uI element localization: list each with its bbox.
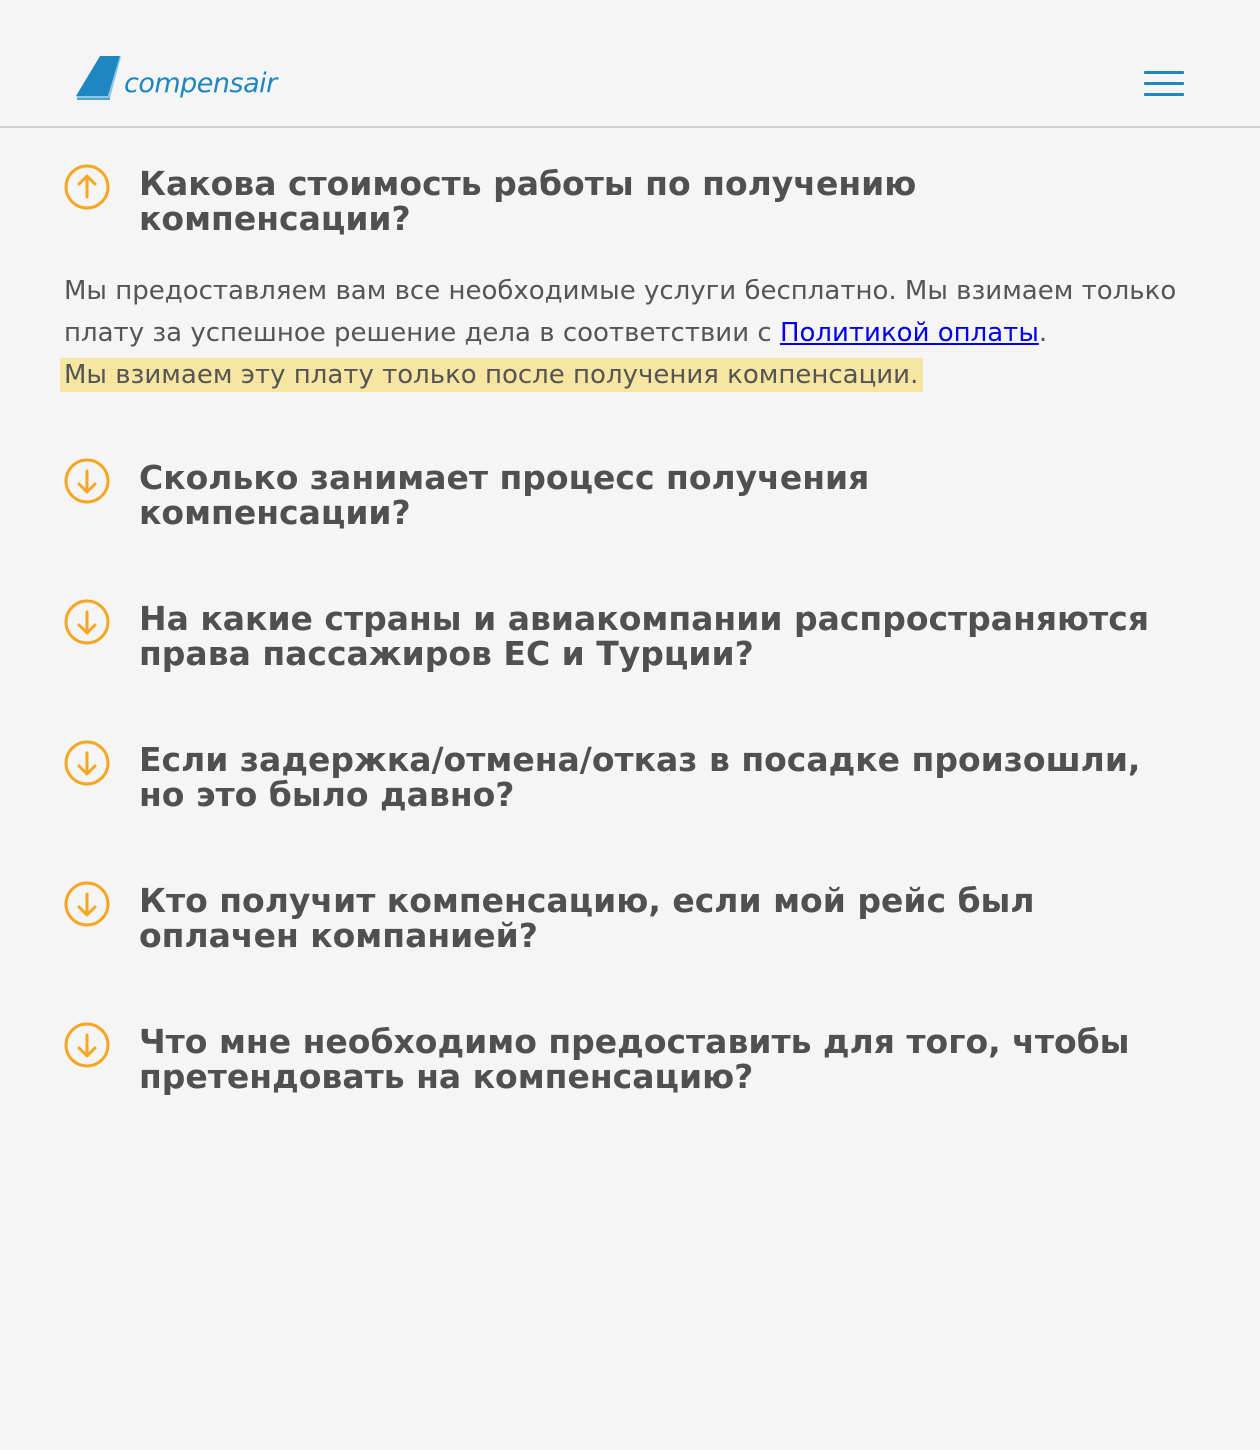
faq-question[interactable] [64,1018,1214,1094]
answer-highlight: Мы взимаем эту плату только после получения компенсации. [60,358,923,392]
faq-question[interactable] [64,595,1214,671]
arrow-down-circle-icon[interactable] [64,1022,110,1068]
arrow-down-circle-icon[interactable] [64,740,110,786]
faq-list [64,160,1214,1094]
faq-item [64,1018,1214,1094]
arrow-down-circle-icon[interactable] [64,458,110,504]
answer-text: Мы предоставляем вам все необходимые услуги бесплатно. Мы взимаем только плату за успешное решение дела в соответствии с [64,276,1177,348]
faq-question[interactable] [64,877,1214,953]
logo-tail-icon [74,54,122,100]
faq-question[interactable] [64,736,1214,812]
faq-question[interactable] [64,160,1214,236]
payment-policy-link[interactable]: Политикой оплаты [779,318,1039,348]
faq-question-title: Какова стоимость работы по получению компенсации? [139,164,917,238]
faq-question-title: Что мне необходимо предоставить для того, чтобы претендовать на компенсацию? [139,1022,1130,1096]
arrow-up-circle-icon[interactable] [64,164,110,210]
faq-item [64,160,1214,396]
logo-text: compensair [124,68,277,99]
faq-answer [64,270,1204,396]
logo[interactable] [74,54,277,100]
faq-question-title: Кто получит компенсацию, если мой рейс был оплачен компанией? [139,881,1035,955]
faq-question-title: Сколько занимает процесс получения компенсации? [139,458,870,532]
faq-question[interactable] [64,454,1214,530]
faq-item [64,736,1214,812]
arrow-down-circle-icon[interactable] [64,881,110,927]
faq-item [64,877,1214,953]
site-header [0,0,1260,128]
faq-question-title: Если задержка/отмена/отказ в посадке произошли, но это было давно? [139,740,1141,814]
faq-question-title: На какие страны и авиакомпании распространяются права пассажиров ЕС и Турции? [139,599,1150,673]
answer-text-end: . [1038,318,1048,348]
faq-item [64,454,1214,530]
hamburger-menu-icon[interactable] [1140,68,1186,100]
arrow-down-circle-icon[interactable] [64,599,110,645]
faq-item [64,595,1214,671]
